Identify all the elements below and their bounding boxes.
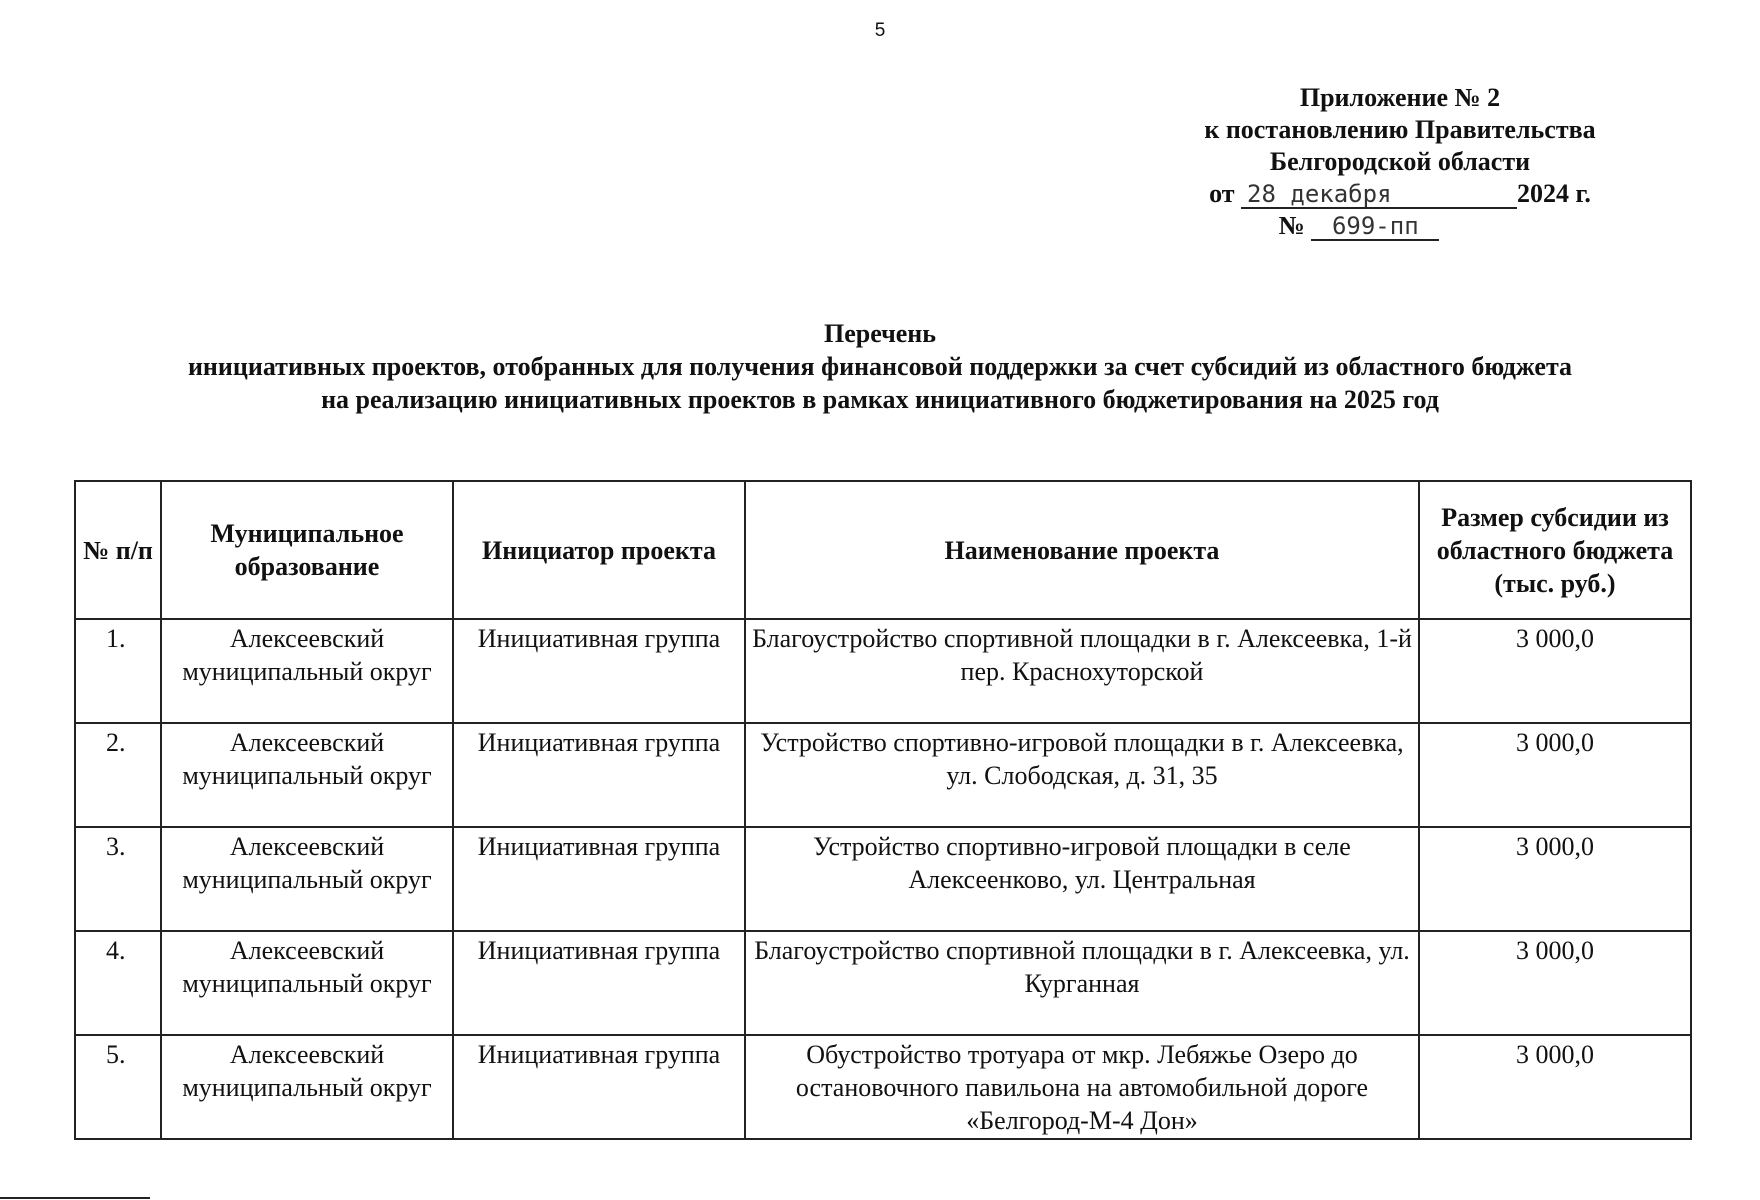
header-municipality: Муниципальное образование bbox=[161, 481, 453, 619]
row-initiator: Инициативная группа bbox=[453, 1035, 745, 1139]
row-amount: 3 000,0 bbox=[1419, 931, 1691, 1035]
row-number: 3. bbox=[75, 827, 161, 931]
appendix-reference: к постановлению Правительства bbox=[1204, 115, 1596, 144]
row-number: 2. bbox=[75, 723, 161, 827]
row-amount: 3 000,0 bbox=[1419, 1035, 1691, 1139]
appendix-block bbox=[1150, 82, 1650, 242]
number-prefix: № bbox=[1278, 211, 1305, 240]
footnote-divider bbox=[0, 1197, 150, 1199]
row-municipality: Алексеевский муниципальный округ bbox=[161, 723, 453, 827]
handwritten-number: 699-пп bbox=[1311, 213, 1439, 241]
row-initiator: Инициативная группа bbox=[453, 827, 745, 931]
appendix-region: Белгородской области bbox=[1269, 147, 1531, 176]
page-number: 5 bbox=[874, 20, 886, 41]
projects-table bbox=[74, 480, 1692, 1140]
date-year: 2024 г. bbox=[1517, 179, 1591, 208]
row-number: 1. bbox=[75, 619, 161, 723]
table-row bbox=[75, 931, 1691, 1035]
row-initiator: Инициативная группа bbox=[453, 723, 745, 827]
row-project: Обустройство тротуара от мкр. Лебяжье Озеро до остановочного павильона на автомобильной дороге «Белгород-М-4 Дон» bbox=[745, 1035, 1419, 1139]
row-number: 5. bbox=[75, 1035, 161, 1139]
row-project: Устройство спортивно-игровой площадки в селе Алексеенково, ул. Центральная bbox=[745, 827, 1419, 931]
table-row bbox=[75, 723, 1691, 827]
document-title bbox=[40, 317, 1720, 416]
header-number: № п/п bbox=[75, 481, 161, 619]
title-subheading-2: на реализацию инициативных проектов в рамках инициативного бюджетирования на 2025 год bbox=[321, 385, 1439, 414]
appendix-date-line bbox=[1150, 178, 1650, 210]
header-initiator: Инициатор проекта bbox=[453, 481, 745, 619]
date-prefix: от bbox=[1209, 179, 1235, 208]
appendix-number-line bbox=[1068, 210, 1650, 242]
row-project: Устройство спортивно-игровой площадки в г. Алексеевка, ул. Слободская, д. 31, 35 bbox=[745, 723, 1419, 827]
row-project: Благоустройство спортивной площадки в г. Алексеевка, 1-й пер. Краснохуторской bbox=[745, 619, 1419, 723]
row-amount: 3 000,0 bbox=[1419, 619, 1691, 723]
row-project: Благоустройство спортивной площадки в г. Алексеевка, ул. Курганная bbox=[745, 931, 1419, 1035]
row-amount: 3 000,0 bbox=[1419, 723, 1691, 827]
table-header-row bbox=[75, 481, 1691, 619]
row-municipality: Алексеевский муниципальный округ bbox=[161, 1035, 453, 1139]
table-row bbox=[75, 827, 1691, 931]
title-heading: Перечень bbox=[823, 319, 937, 348]
table-row bbox=[75, 619, 1691, 723]
header-amount: Размер субсидии из областного бюджета (тыс. руб.) bbox=[1419, 481, 1691, 619]
row-number: 4. bbox=[75, 931, 161, 1035]
row-municipality: Алексеевский муниципальный округ bbox=[161, 827, 453, 931]
row-municipality: Алексеевский муниципальный округ bbox=[161, 619, 453, 723]
handwritten-date: 28 декабря bbox=[1241, 181, 1517, 209]
appendix-title: Приложение № 2 bbox=[1299, 83, 1501, 112]
row-amount: 3 000,0 bbox=[1419, 827, 1691, 931]
row-municipality: Алексеевский муниципальный округ bbox=[161, 931, 453, 1035]
row-initiator: Инициативная группа bbox=[453, 931, 745, 1035]
row-initiator: Инициативная группа bbox=[453, 619, 745, 723]
title-subheading: инициативных проектов, отобранных для получения финансовой поддержки за счет субсидий из областного бюджета bbox=[187, 352, 1573, 381]
table-row bbox=[75, 1035, 1691, 1139]
header-project: Наименование проекта bbox=[745, 481, 1419, 619]
